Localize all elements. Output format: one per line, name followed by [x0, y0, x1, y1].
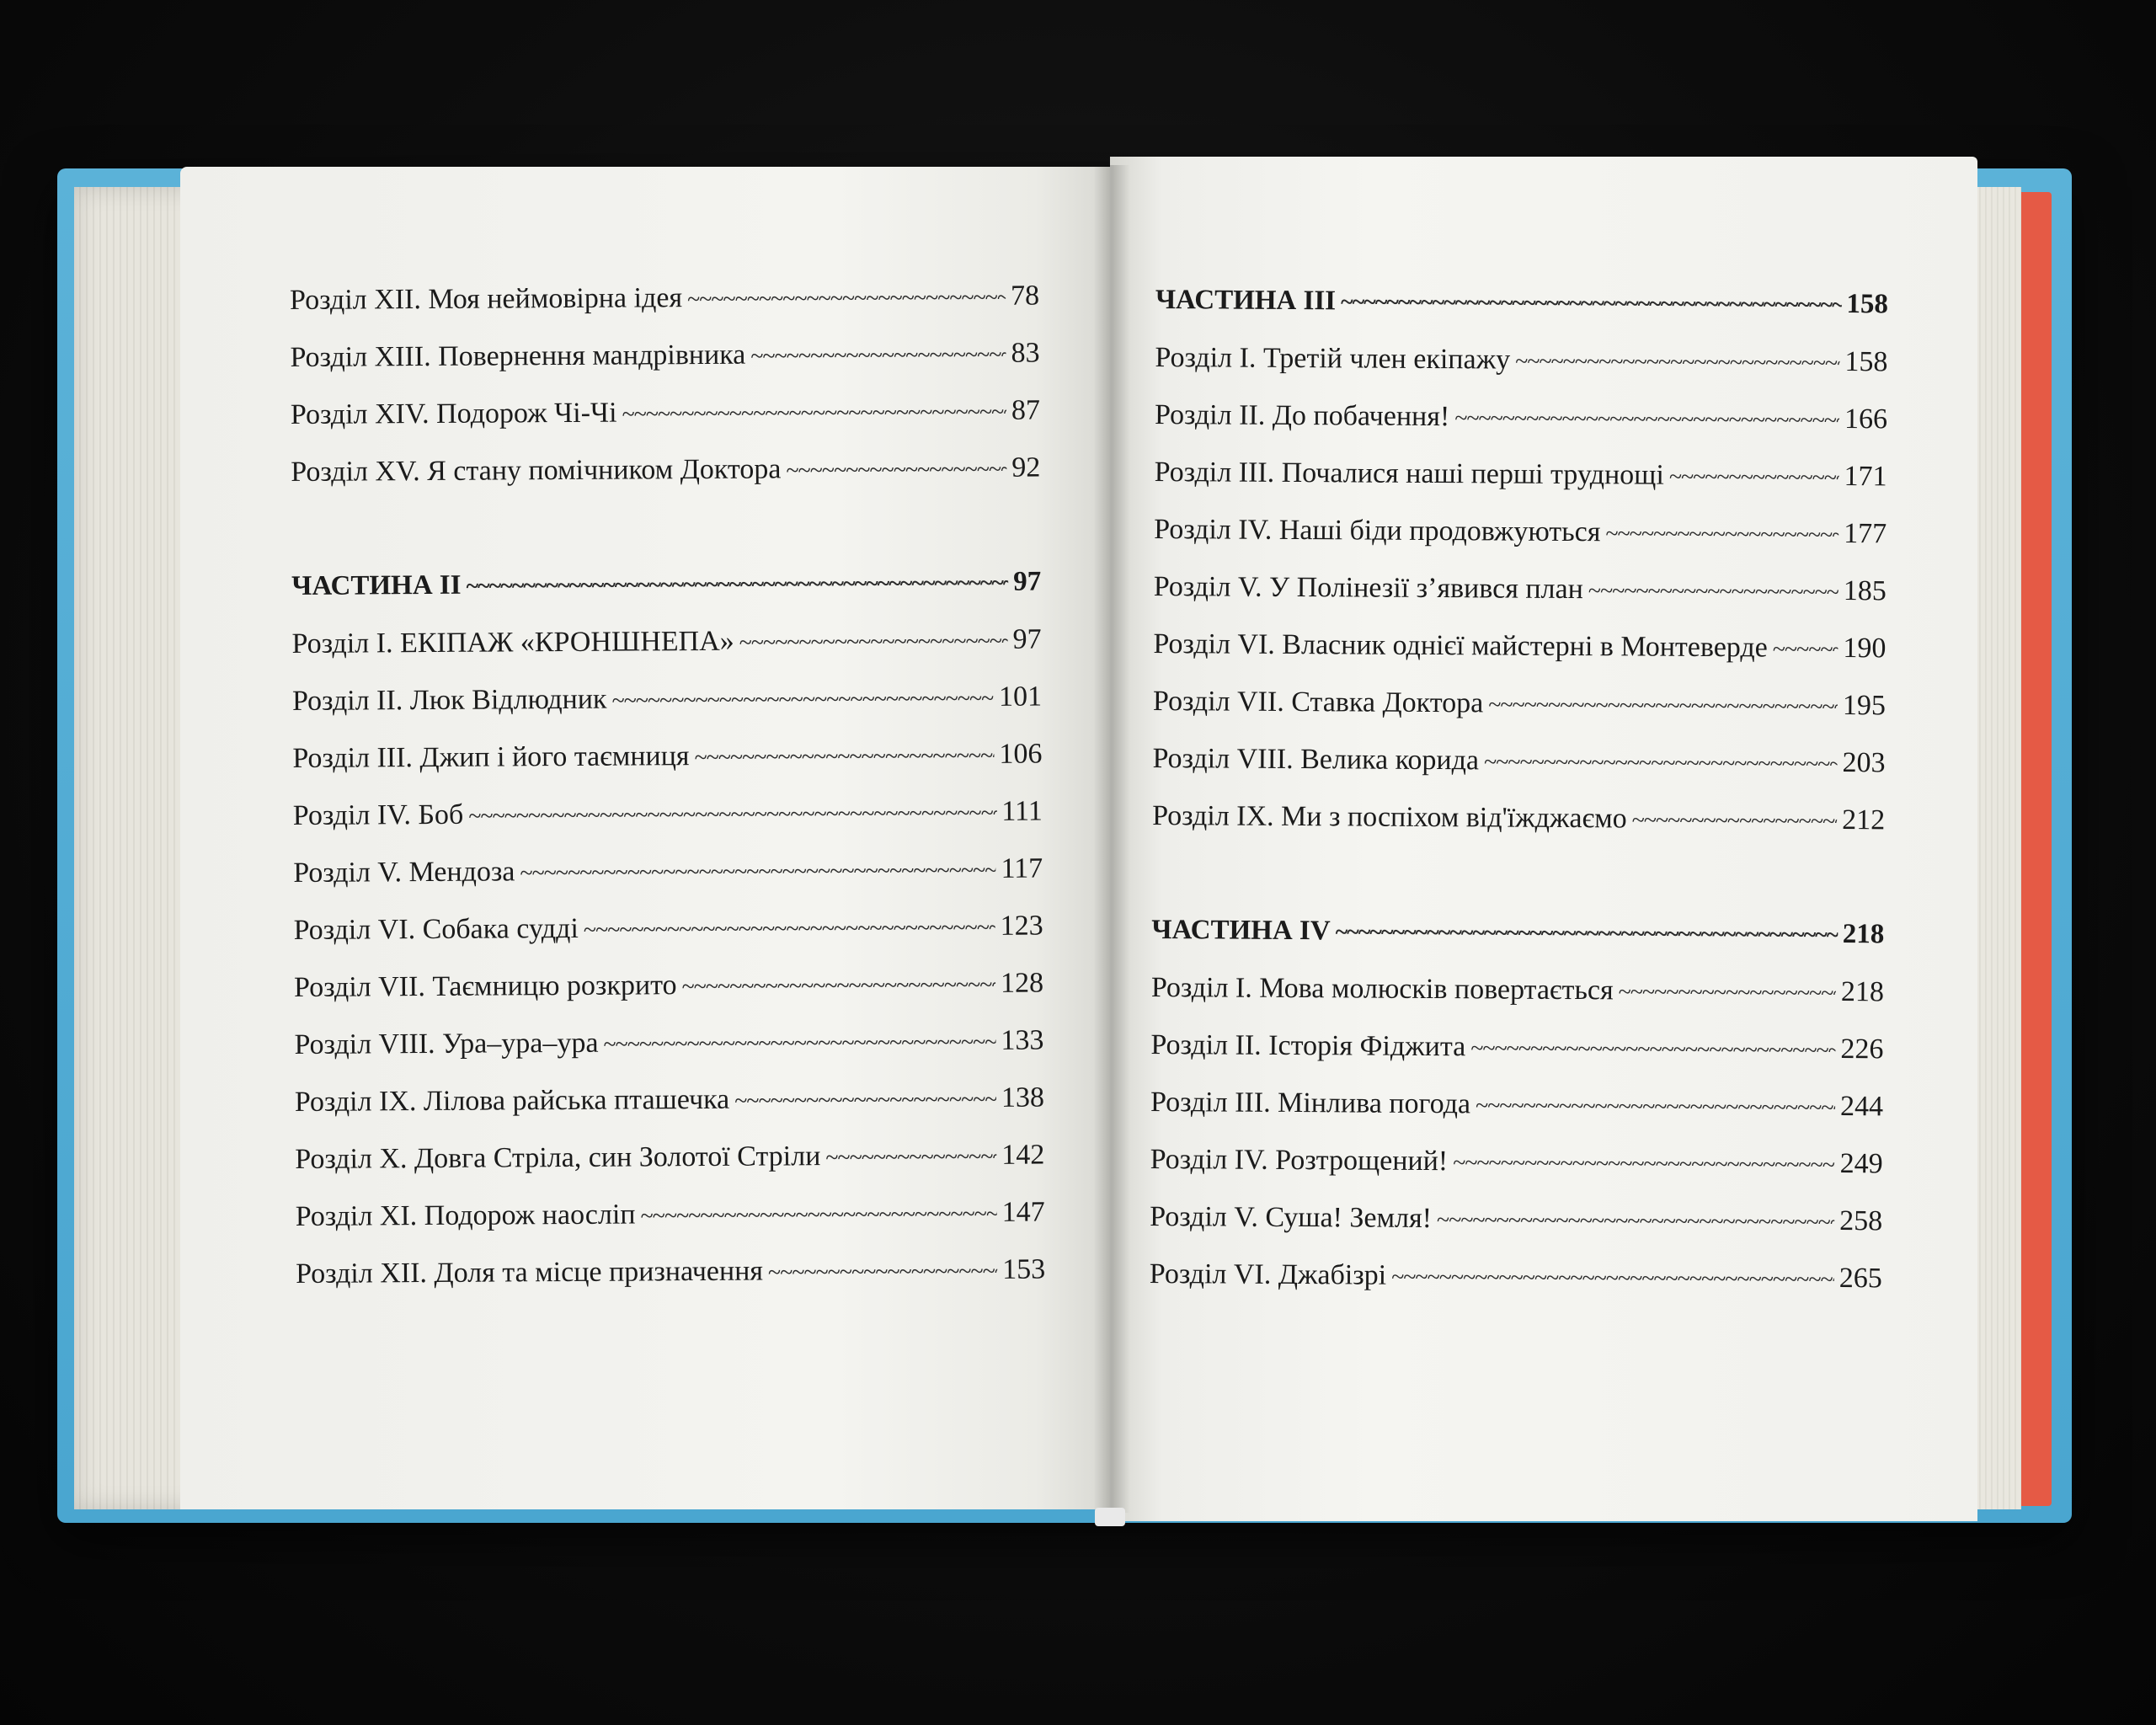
toc-entry [1150, 1029, 1883, 1091]
dot-leader [694, 743, 994, 772]
part-page: 218 [1842, 918, 1885, 950]
toc-entry [291, 624, 1041, 686]
entry-title: Розділ VIII. Велика корида [1152, 742, 1480, 777]
entry-title: Розділ V. У Полінезії з’явився план [1153, 570, 1583, 606]
entry-page: 142 [1001, 1139, 1045, 1171]
toc-entry [1150, 1258, 1882, 1320]
entry-page: 128 [1000, 967, 1044, 999]
toc-entry [291, 452, 1040, 514]
part-heading [1151, 915, 1884, 976]
entry-title: Розділ XII. Доля та місце призначення [296, 1255, 764, 1290]
toc-entry [292, 739, 1042, 800]
entry-page: 123 [1000, 910, 1043, 942]
toc-entry [295, 1082, 1044, 1144]
entry-title: Розділ IV. Боб [292, 798, 464, 831]
toc-entry [292, 681, 1042, 743]
dot-leader [611, 686, 994, 715]
spacer [1151, 857, 1884, 919]
part-title: ЧАСТИНА IV [1151, 914, 1331, 947]
toc-entry [296, 1197, 1045, 1258]
entry-title: Розділ III. Почалися наші перші труднощі [1154, 456, 1664, 491]
entry-page: 203 [1842, 746, 1886, 779]
part-heading [1155, 285, 1888, 346]
entry-title: Розділ IX. Ми з поспіхом від'їжджаємо [1152, 799, 1627, 835]
entry-title: Розділ II. Історія Фіджита [1150, 1028, 1466, 1063]
dot-leader [734, 1087, 996, 1115]
dot-leader [622, 399, 1006, 429]
dot-leader [603, 1029, 995, 1059]
dot-leader [1488, 692, 1838, 721]
entry-page: 226 [1840, 1033, 1884, 1065]
spacer [291, 510, 1041, 571]
dot-leader [1470, 1035, 1835, 1065]
dot-leader [1605, 521, 1838, 549]
toc-entry [1153, 628, 1886, 690]
dot-leader [1484, 749, 1838, 778]
dot-leader [640, 1201, 996, 1231]
dot-leader [825, 1144, 996, 1172]
entry-title: Розділ I. Мова молюсків повертається [1150, 971, 1614, 1007]
entry-page: 158 [1844, 346, 1888, 378]
entry-title: Розділ VIII. Ура–ура–ура [294, 1027, 599, 1060]
toc-entry [290, 280, 1039, 342]
entry-page: 218 [1840, 975, 1884, 1008]
toc-entry [293, 796, 1043, 857]
entry-title: Розділ I. ЕКІПАЖ «КРОНШНЕПА» [291, 625, 734, 660]
entry-title: Розділ VI. Собака судді [293, 912, 579, 946]
entry-page: 195 [1842, 689, 1886, 722]
entry-page: 212 [1842, 804, 1886, 836]
part-page: 158 [1846, 289, 1888, 320]
dot-leader [468, 800, 996, 830]
entry-title: Розділ VI. Джабізрі [1149, 1258, 1387, 1291]
entry-title: Розділ VI. Власник однієї майстерні в Монтеверде [1153, 628, 1768, 664]
dot-leader [687, 285, 1006, 313]
entry-page: 133 [1001, 1024, 1044, 1056]
dot-leader [1588, 578, 1838, 606]
entry-title: Розділ V. Мендоза [293, 856, 515, 889]
dot-leader [1632, 807, 1838, 835]
toc-entry [1151, 972, 1884, 1033]
part-title: ЧАСТИНА II [291, 569, 462, 601]
dot-leader [1336, 919, 1838, 949]
entry-title: Розділ VII. Ставка Доктора [1152, 685, 1484, 719]
toc-entry [1153, 686, 1886, 747]
entry-title: Розділ IV. Розтрощений! [1150, 1143, 1449, 1178]
part-title: ЧАСТИНА III [1155, 285, 1337, 317]
entry-title: Розділ II. Люк Відлюдник [291, 683, 607, 717]
toc-entry [1150, 1144, 1882, 1205]
dot-leader [1476, 1092, 1835, 1122]
entry-page: 106 [999, 738, 1043, 770]
toc-entry [1152, 743, 1885, 804]
bookmark-ribbon [1095, 1508, 1125, 1526]
dot-leader [1619, 979, 1836, 1007]
dot-leader [1515, 349, 1840, 377]
dot-leader [750, 342, 1006, 371]
entry-title: Розділ X. Довга Стріла, син Золотої Стріли [295, 1140, 821, 1175]
entry-page: 138 [1001, 1081, 1045, 1114]
dot-leader [1454, 405, 1839, 435]
toc-entry [296, 1254, 1045, 1316]
toc-entry [1152, 800, 1885, 862]
toc-entry [1154, 514, 1886, 575]
entry-page: 153 [1002, 1253, 1046, 1285]
entry-page: 166 [1844, 403, 1888, 435]
entry-page: 249 [1839, 1147, 1883, 1180]
toc-entry [1155, 342, 1887, 403]
dot-leader [739, 628, 1008, 657]
entry-title: Розділ XV. Я стану помічником Доктора [291, 453, 782, 488]
entry-page: 87 [1011, 394, 1041, 426]
toc-entry [294, 968, 1043, 1029]
toc-entry [1150, 1201, 1882, 1263]
toc-entry [294, 911, 1043, 972]
entry-page: 185 [1843, 574, 1886, 607]
toc-entry [294, 1025, 1043, 1087]
dot-leader [1669, 464, 1839, 492]
entry-title: Розділ XI. Подорож наосліп [295, 1199, 636, 1232]
entry-page: 190 [1843, 632, 1886, 665]
part-page: 97 [1013, 566, 1042, 597]
dot-leader [520, 857, 995, 887]
toc-entry [1150, 1087, 1883, 1148]
toc-entry [1155, 399, 1887, 461]
dot-leader [768, 1258, 997, 1287]
entry-title: Розділ IX. Лілова райська пташечка [294, 1083, 730, 1118]
entry-page: 177 [1844, 517, 1887, 550]
toc-entry [293, 853, 1043, 915]
entry-page: 83 [1011, 337, 1040, 369]
entry-page: 92 [1011, 451, 1041, 483]
entry-page: 97 [1012, 623, 1042, 655]
entry-page: 111 [1001, 795, 1043, 827]
dot-leader [1341, 289, 1841, 319]
dot-leader [1391, 1264, 1834, 1294]
toc-entry [1154, 571, 1886, 633]
entry-title: Розділ V. Суша! Земля! [1150, 1200, 1433, 1235]
entry-page: 147 [1001, 1196, 1045, 1228]
toc-right [1150, 285, 1888, 1320]
dot-leader [1453, 1150, 1835, 1179]
entry-title: Розділ XII. Моя неймовірна ідея [290, 282, 683, 316]
dot-leader [1437, 1207, 1834, 1236]
book-gutter [1093, 165, 1130, 1513]
entry-title: Розділ II. До побачення! [1154, 398, 1450, 433]
entry-page: 117 [1001, 852, 1043, 884]
dot-leader [584, 915, 995, 944]
entry-page: 78 [1010, 280, 1040, 312]
entry-title: Розділ XIV. Подорож Чі-Чі [290, 397, 617, 430]
entry-title: Розділ III. Джип і його таємниця [292, 740, 690, 774]
dot-leader [681, 972, 995, 1001]
dot-leader [786, 457, 1006, 485]
dot-leader [1773, 636, 1838, 663]
entry-page: 258 [1839, 1204, 1883, 1237]
toc-entry [1154, 457, 1886, 518]
entry-title: Розділ I. Третій член екіпажу [1155, 341, 1511, 376]
toc-left [290, 280, 1045, 1316]
entry-title: Розділ IV. Наші біди продовжуються [1154, 513, 1601, 548]
dot-leader [466, 570, 1008, 601]
toc-entry [295, 1140, 1044, 1201]
part-heading [291, 567, 1041, 628]
entry-page: 171 [1844, 460, 1887, 493]
entry-page: 265 [1838, 1262, 1882, 1295]
entry-page: 244 [1839, 1090, 1884, 1123]
entry-title: Розділ VII. Таємницю розкрито [293, 969, 677, 1003]
entry-title: Розділ XIII. Повернення мандрівника [290, 339, 746, 373]
toc-entry [290, 338, 1039, 399]
entry-page: 101 [998, 681, 1043, 713]
entry-title: Розділ III. Мінлива погода [1150, 1086, 1471, 1120]
toc-entry [291, 395, 1040, 457]
